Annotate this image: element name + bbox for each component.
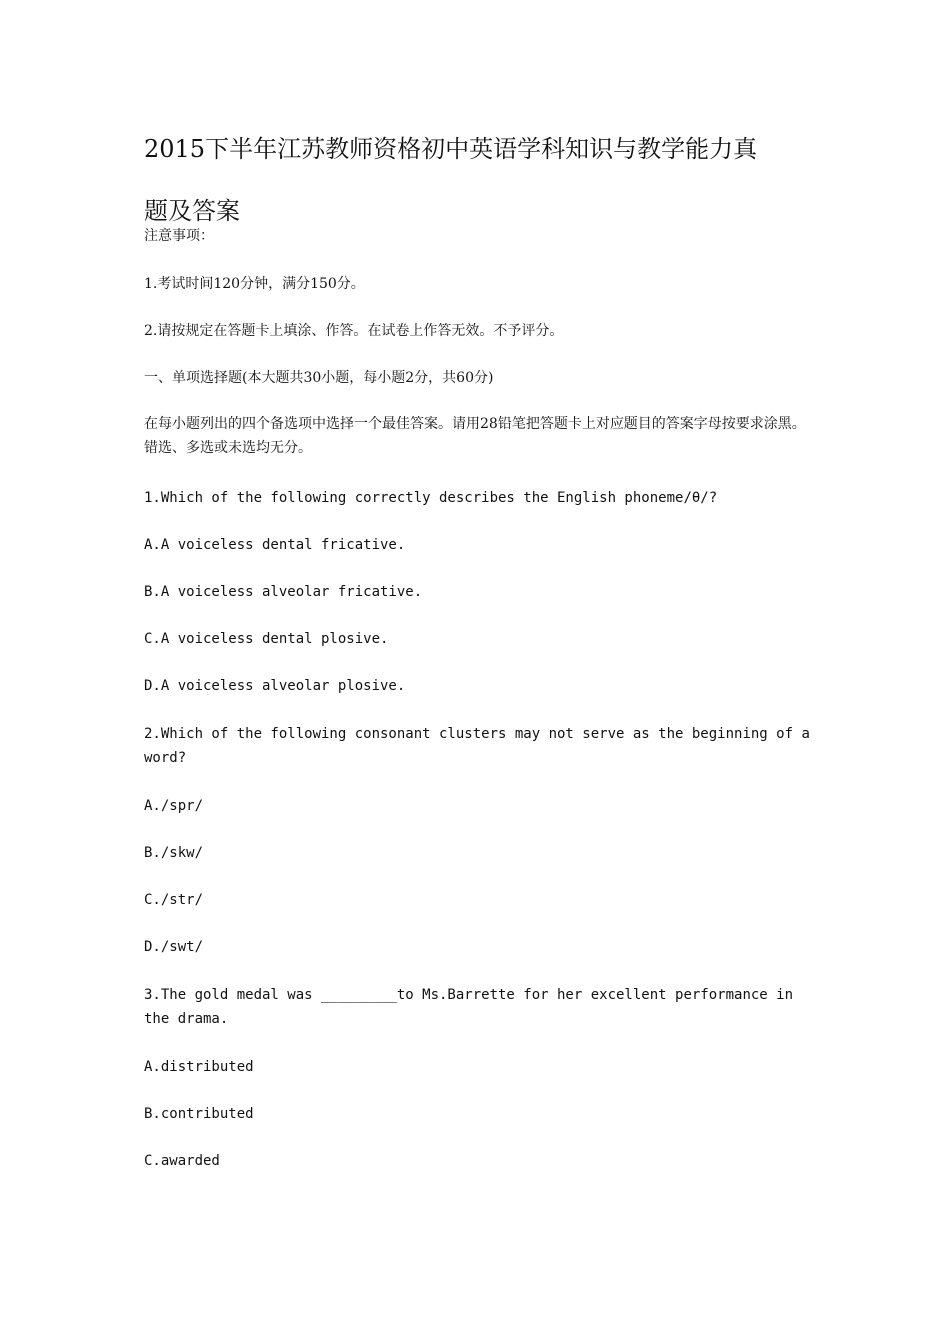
question-2-option-c: C./str/ [144, 892, 204, 908]
question-3-option-a: A.distributed [144, 1059, 254, 1075]
question-2-stem: 2.Which of the following consonant clusters may not serve as the beginning of a word? [144, 726, 810, 766]
note-item-1: 1.考试时间120分钟，满分150分。 [144, 276, 365, 292]
question-2-option-a: A./spr/ [144, 798, 204, 814]
question-3-option-b: B.contributed [144, 1106, 254, 1122]
question-3-stem: 3.The gold medal was _________to Ms.Barrette for her excellent performance in the drama. [144, 987, 794, 1027]
question-1-option-c: C.A voiceless dental plosive. [144, 631, 389, 647]
question-1-option-a: A.A voiceless dental fricative. [144, 537, 406, 553]
question-1-option-d: D.A voiceless alveolar plosive. [144, 678, 406, 694]
section-heading: 一、单项选择题(本大题共30小题，每小题2分，共60分) [144, 370, 494, 386]
note-item-2: 2.请按规定在答题卡上填涂、作答。在试卷上作答无效。不予评分。 [144, 323, 564, 339]
notes-heading: 注意事项： [144, 228, 214, 244]
question-2-option-b: B./skw/ [144, 845, 204, 861]
title-line-1: 2015下半年江苏教师资格初中英语学科知识与教学能力真 [144, 135, 758, 163]
page-title [144, 118, 824, 242]
question-3-option-c: C.awarded [144, 1153, 220, 1169]
title-line-2: 题及答案 [144, 197, 240, 225]
section-instruction: 在每小题列出的四个备选项中选择一个最佳答案。请用28铅笔把答题卡上对应题目的答案字母按要求涂黑。错选、多选或未选均无分。 [144, 416, 806, 456]
question-1-option-b: B.A voiceless alveolar fricative. [144, 584, 423, 600]
question-1-stem: 1.Which of the following correctly describes the English phoneme/θ/? [144, 490, 718, 506]
question-2-option-d: D./swt/ [144, 939, 204, 955]
